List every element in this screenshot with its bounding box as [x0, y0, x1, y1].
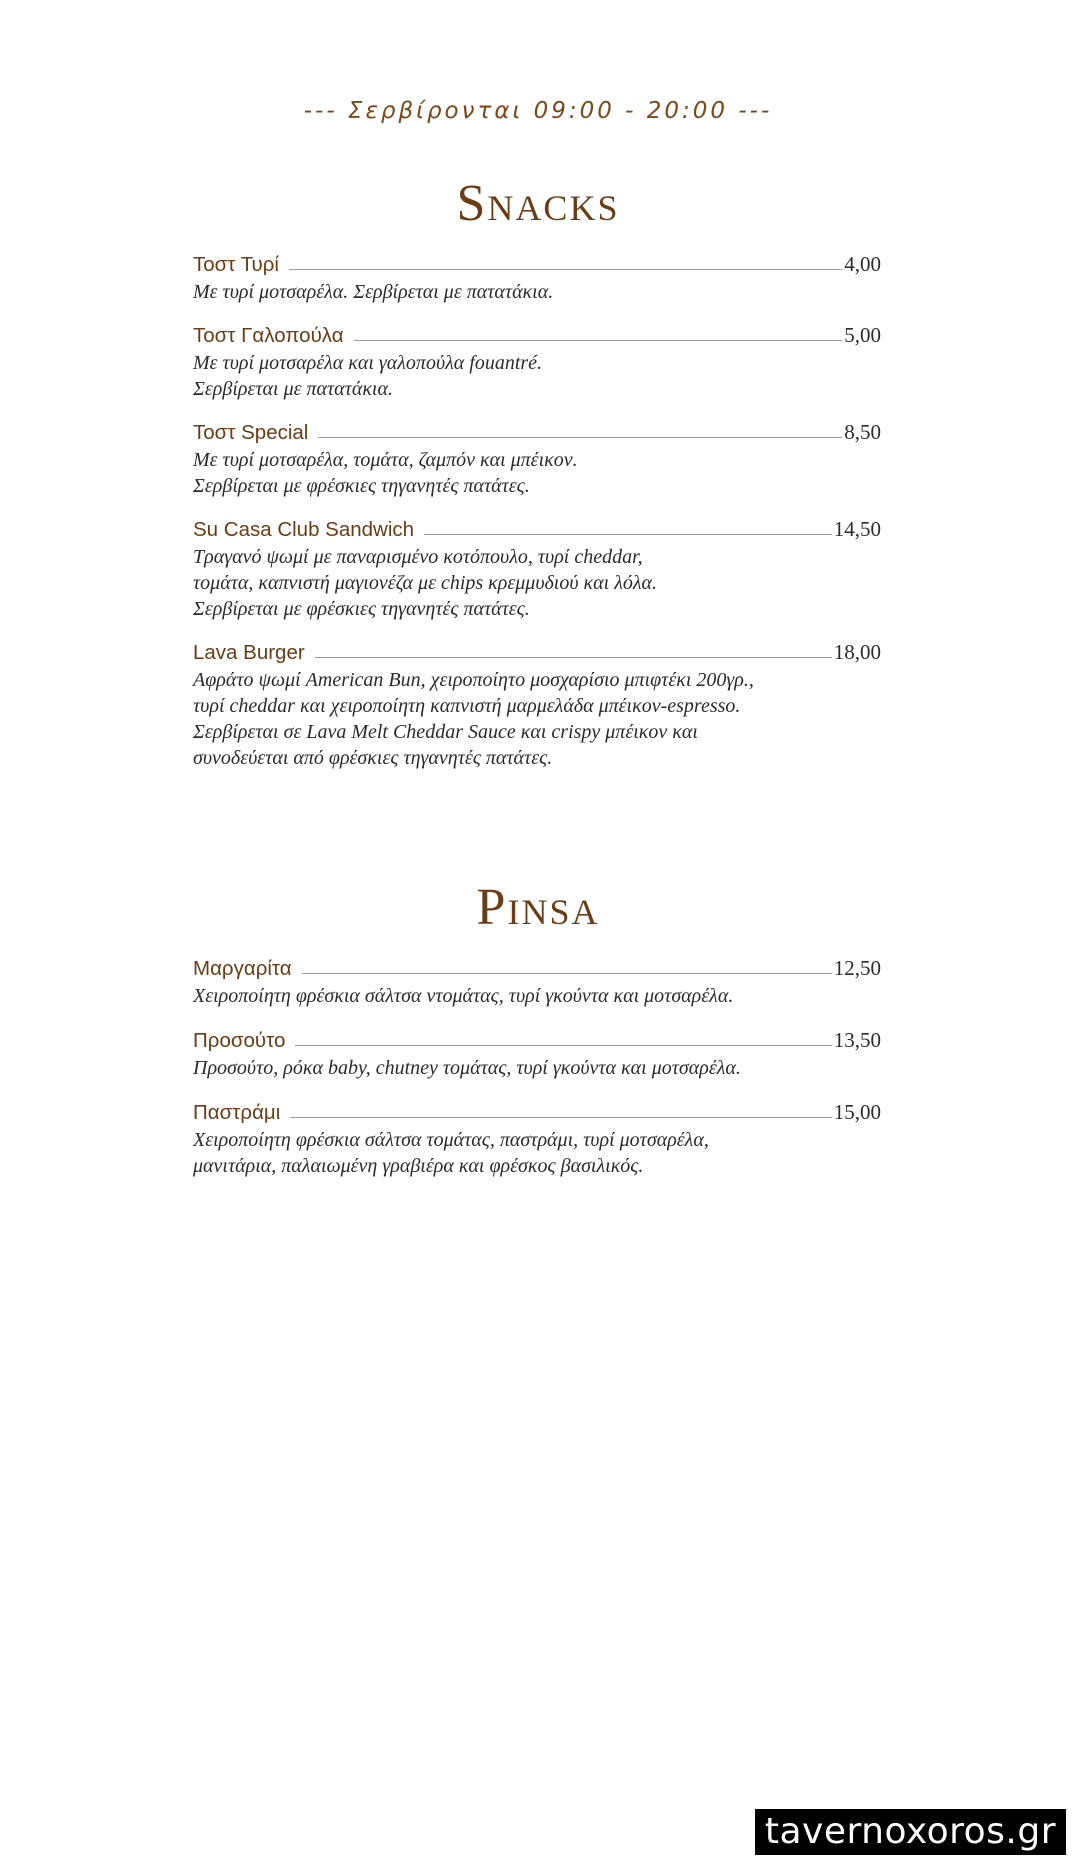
dotted-leader	[290, 1117, 831, 1118]
section-title-pinsa: Pinsa	[476, 879, 600, 936]
item-description-line: μανιτάρια, παλαιωμένη γραβιέρα και φρέσκος βασιλικός.	[193, 1155, 644, 1177]
menu-item	[193, 515, 881, 622]
item-description-line: Σερβίρεται με φρέσκιες τηγανητές πατάτες.	[193, 475, 530, 497]
menu-item	[193, 1098, 881, 1179]
dotted-leader	[289, 269, 842, 270]
item-name: Τοστ Special	[193, 421, 309, 444]
dotted-leader	[315, 657, 832, 658]
serving-hours: --- Σερβίρονται 09:00 - 20:00 ---	[303, 98, 773, 124]
item-description-line: Προσούτο, ρόκα baby, chutney τομάτας, τυρί γκούντα και μοτσαρέλα.	[193, 1057, 741, 1079]
menu-item	[193, 954, 881, 1009]
item-description	[193, 983, 881, 1009]
snacks-menu-list	[193, 250, 881, 771]
item-price: 18,00	[833, 640, 881, 664]
item-price: 15,00	[833, 1100, 881, 1124]
menu-item	[193, 418, 881, 499]
item-description-line: Αφράτο ψωμί American Bun, χειροποίητο μοσχαρίσιο μπιφτέκι 200γρ.,	[193, 669, 754, 691]
item-description-line: συνοδεύεται από φρέσκιες τηγανητές πατάτες.	[193, 747, 553, 769]
item-description-line: Τραγανό ψωμί με παναρισμένο κοτόπουλο, τυρί cheddar,	[193, 546, 643, 568]
item-description	[193, 279, 881, 305]
item-description-line: Σερβίρεται σε Lava Melt Cheddar Sauce και crispy μπέικον και	[193, 721, 698, 743]
item-description	[193, 1055, 881, 1081]
site-watermark: tavernoxoros.gr	[755, 1809, 1066, 1855]
item-name: Τοστ Γαλοπούλα	[193, 324, 344, 347]
item-description-line: Με τυρί μοτσαρέλα και γαλοπούλα fouantré.	[193, 352, 543, 374]
item-description-line: Σερβίρεται με πατατάκια.	[193, 378, 393, 400]
item-price: 8,50	[844, 420, 881, 444]
item-description-line: Με τυρί μοτσαρέλα, τομάτα, ζαμπόν και μπέικον.	[193, 449, 578, 471]
item-price: 4,00	[844, 252, 881, 276]
section-title-snacks: Snacks	[456, 175, 620, 232]
dotted-leader	[318, 437, 842, 438]
item-description-line: Χειροποίητη φρέσκια σάλτσα τομάτας, παστράμι, τυρί μοτσαρέλα,	[193, 1129, 709, 1151]
item-description	[193, 1127, 881, 1179]
item-name: Μαργαρίτα	[193, 957, 292, 980]
item-description-line: Σερβίρεται με φρέσκιες τηγανητές πατάτες.	[193, 598, 530, 620]
dotted-leader	[295, 1045, 831, 1046]
menu-item	[193, 250, 881, 305]
dotted-leader	[302, 973, 832, 974]
pinsa-menu-list	[193, 954, 881, 1179]
item-name: Προσούτο	[193, 1029, 286, 1052]
item-price: 13,50	[833, 1028, 881, 1052]
item-name: Τοστ Τυρί	[193, 253, 279, 276]
item-name: Παστράμι	[193, 1101, 281, 1124]
item-name: Lava Burger	[193, 641, 305, 664]
item-description-line: Χειροποίητη φρέσκια σάλτσα ντομάτας, τυρί γκούντα και μοτσαρέλα.	[193, 985, 734, 1007]
item-description-line: τομάτα, καπνιστή μαγιονέζα με chips κρεμμυδιού και λόλα.	[193, 572, 658, 594]
item-price: 12,50	[833, 956, 881, 980]
item-description	[193, 667, 881, 771]
item-name: Su Casa Club Sandwich	[193, 518, 415, 541]
dotted-leader	[424, 534, 832, 535]
menu-item	[193, 638, 881, 771]
item-price: 14,50	[833, 517, 881, 541]
item-description	[193, 544, 881, 622]
item-description	[193, 447, 881, 499]
item-description-line: Με τυρί μοτσαρέλα. Σερβίρεται με πατατάκια.	[193, 281, 554, 303]
item-description-line: τυρί cheddar και χειροποίητη καπνιστή μαρμελάδα μπέικον-espresso.	[193, 695, 741, 717]
item-price: 5,00	[844, 323, 881, 347]
menu-item	[193, 1026, 881, 1081]
dotted-leader	[354, 340, 843, 341]
item-description	[193, 350, 881, 402]
menu-item	[193, 321, 881, 402]
